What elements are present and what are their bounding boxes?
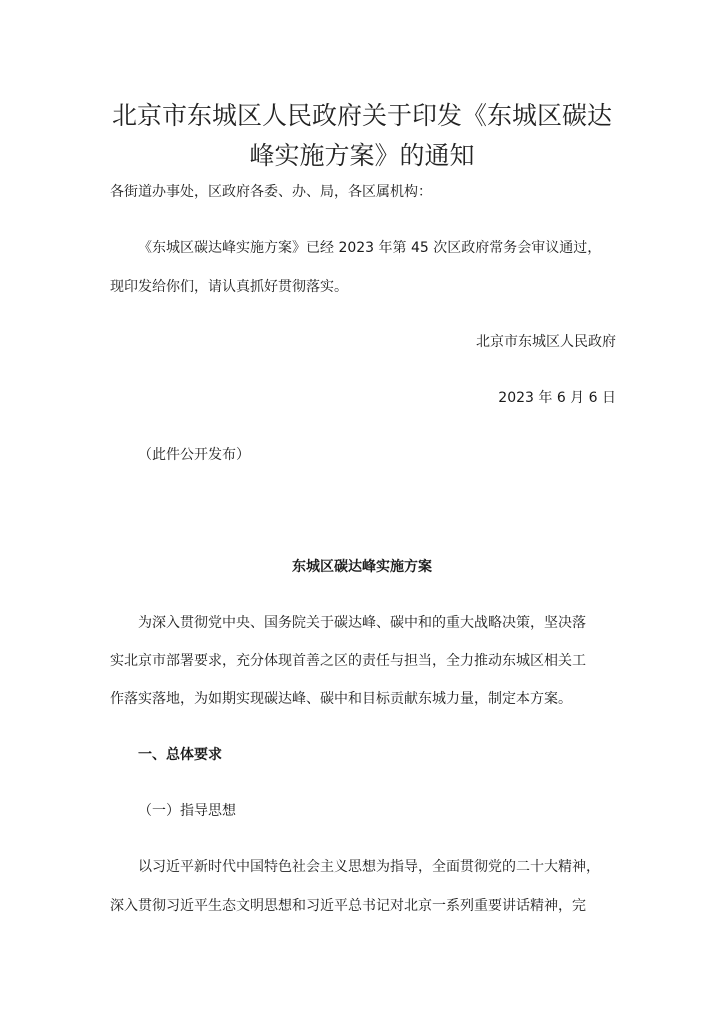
notice-body-line-1: 《东城区碳达峰实施方案》已经 2023 年第 45 次区政府常务会审议通过， <box>138 240 602 256</box>
plan-title: 东城区碳达峰实施方案 <box>292 559 432 575</box>
publication-note: （此件公开发布） <box>138 447 250 463</box>
subsection-heading-1: （一）指导思想 <box>138 803 236 819</box>
notice-body-line-2: 现印发给你们，请认真抓好贯彻落实。 <box>110 279 348 295</box>
issue-date: 2023 年 6 月 6 日 <box>498 390 616 406</box>
notice-title: 北京市东城区人民政府关于印发《东城区碳达峰实施方案》的通知 <box>111 101 612 170</box>
salutation: 各街道办事处，区政府各委、办、局，各区属机构： <box>110 184 432 200</box>
intro-paragraph-line-3: 作落实落地，为如期实现碳达峰、碳中和目标贡献东城力量，制定本方案。 <box>110 691 572 707</box>
issuer-signature: 北京市东城区人民政府 <box>476 334 616 350</box>
guiding-paragraph-line-2: 深入贯彻习近平生态文明思想和习近平总书记对北京一系列重要讲话精神，完 <box>110 898 586 914</box>
section-heading-1: 一、总体要求 <box>138 747 222 763</box>
intro-paragraph-line-1: 为深入贯彻党中央、国务院关于碳达峰、碳中和的重大战略决策，坚决落 <box>138 615 586 631</box>
guiding-paragraph-line-1: 以习近平新时代中国特色社会主义思想为指导，全面贯彻党的二十大精神， <box>138 859 600 875</box>
intro-paragraph-line-2: 实北京市部署要求，充分体现首善之区的责任与担当，全力推动东城区相关工 <box>110 653 586 669</box>
